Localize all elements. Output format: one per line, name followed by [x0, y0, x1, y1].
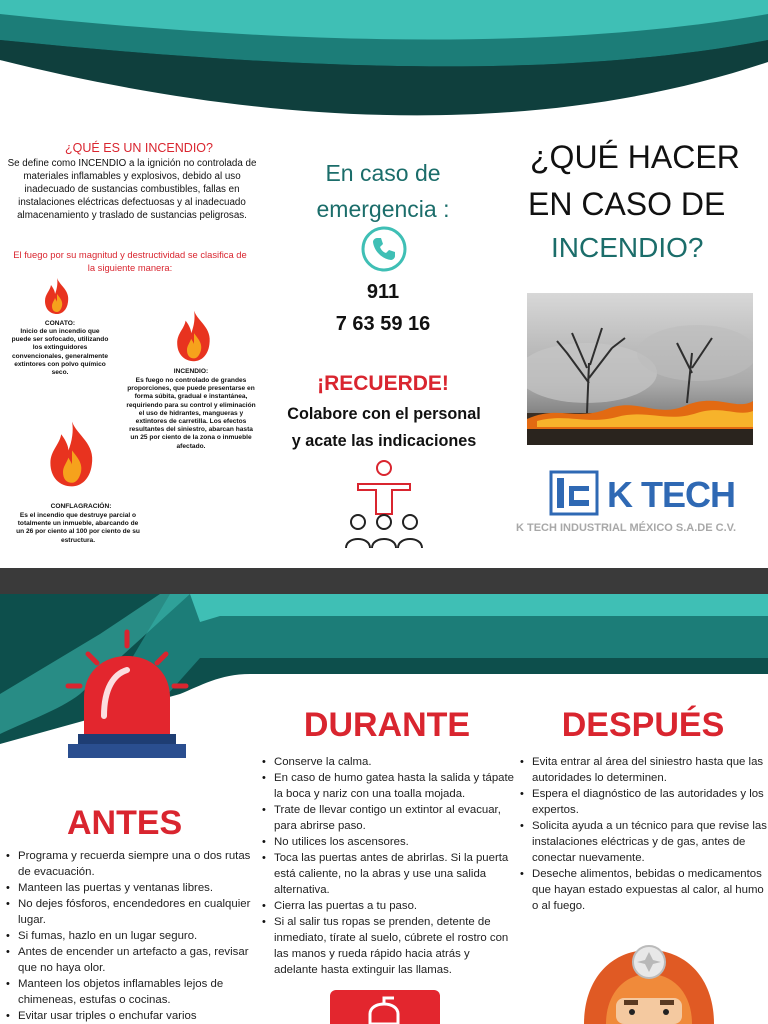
classification-intro: El fuego por su magnitud y destructividad se clasifica de la siguiente manera:	[13, 249, 247, 273]
phone-number-911: 911	[366, 281, 400, 303]
list-item: • Espera el diagnóstico de las autoridades y los expertos.	[518, 786, 768, 818]
list-item: • Evita entrar al área del siniestro hasta que las autoridades lo determinen.	[518, 754, 768, 786]
list-item: • Si fumas, hazlo en un lugar seguro.	[4, 928, 256, 944]
list-item: • No dejes fósforos, encendedores en cualquier lugar.	[4, 896, 256, 928]
remember-heading: ¡RECUERDE!	[317, 372, 449, 395]
list-item: • En caso de humo gatea hasta la salida y tápate la boca y nariz con una toalla mojada.	[260, 770, 514, 802]
list-item: • Deseche alimentos, bebidas o medicamentos que hayan estado expuestas al calor, al humo o al fuego.	[518, 866, 768, 914]
list-item: • No utilices los ascensores.	[260, 834, 514, 850]
firefighter-icon	[576, 940, 722, 1024]
alarm-siren-icon	[64, 626, 190, 766]
conato-text: Inicio de un incendio que puede ser sofocado, utilizando los extinguidores convencionales, generalmente extintores con polvo químico seco.	[11, 328, 109, 377]
before-list	[4, 848, 256, 1024]
conato-title: CONATO:	[44, 320, 76, 327]
emergency-heading-line2: emergencia :	[316, 196, 450, 222]
page-separator	[0, 568, 768, 594]
during-heading: DURANTE	[303, 706, 471, 744]
ktech-logo-text: K TECH	[607, 474, 735, 515]
company-logo	[549, 470, 739, 516]
conflagracion-text: Es el incendio que destruye parcial o totalmente un inmueble, abarcando de un 26 por ciento al 100 por ciento de su estructura.	[16, 512, 140, 544]
conflagracion-title: CONFLAGRACIÓN:	[50, 503, 112, 510]
list-item: • Antes de encender un artefacto a gas, revisar que no haya olor.	[4, 944, 256, 976]
list-item: • Programa y recuerda siempre una o dos rutas de evacuación.	[4, 848, 256, 880]
what-is-fire-title: ¿QUÉ ES UN INCENDIO?	[65, 141, 213, 155]
list-item: • Cierra las puertas a tu paso.	[260, 898, 514, 914]
group-instructor-icon	[342, 458, 426, 552]
burning-field-photo	[527, 293, 753, 445]
emergency-heading-line1: En caso de	[325, 160, 441, 186]
flame-icon	[172, 308, 216, 364]
flame-icon	[44, 418, 100, 490]
before-heading: ANTES	[67, 804, 183, 842]
list-item: • Evitar usar triples o enchufar varios	[4, 1008, 256, 1024]
fire-extinguisher-sign-icon	[330, 990, 440, 1024]
after-list	[518, 754, 768, 914]
company-name: K TECH INDUSTRIAL MÉXICO S.A.DE C.V.	[516, 522, 737, 534]
header-wave	[0, 0, 768, 135]
after-heading: DESPUÉS	[561, 706, 725, 744]
phone-icon	[360, 225, 408, 273]
brochure-inside	[0, 594, 768, 1024]
list-item: • Manteen los objetos inflamables lejos de chimeneas, estufas o cocinas.	[4, 976, 256, 1008]
incendio-text: Es fuego no controlado de grandes proporciones, que puede presentarse en forma súbita, gradual e instantánea, requiriendo para su control y eliminación el uso de hidrantes, mangueras y extintores de carretilla. Los efectos resultantes del siniestro, abarcan hasta un 25 por ciento de la zona o inmueble afectado.	[126, 377, 256, 450]
cover-title-line2: EN CASO DE	[528, 186, 726, 222]
fire-definition: Se define como INCENDIO a la ignición no controlada de materiales inflamables y explosivos, debido al uso inadecuado de sustancias combustibles, fallas en instalaciones eléctricas defectuosas y al inadecuado almacenamiento y traslado de sustancias peligrosas.	[7, 158, 257, 221]
list-item: • Solicita ayuda a un técnico para que revise las instalaciones eléctricas y de gas, antes de conectar nuevamente.	[518, 818, 768, 866]
collaborate-line1: Colabore con el personal	[287, 405, 481, 423]
flame-icon	[42, 276, 72, 316]
list-item: • Trate de llevar contigo un extintor al evacuar, para abrirse paso.	[260, 802, 514, 834]
cover-title-line1: ¿QUÉ HACER	[530, 139, 740, 175]
phone-number-local: 7 63 59 16	[335, 313, 431, 335]
list-item: • Si al salir tus ropas se prenden, detente de inmediato, tírate al suelo, cúbrete el rostro con las manos y rueda rápido hacia atrás y adelante hasta extinguir las llamas.	[260, 914, 514, 978]
collaborate-line2: y acate las indicaciones	[291, 432, 477, 450]
incendio-title: INCENDIO:	[173, 368, 209, 375]
list-item: • Conserve la calma.	[260, 754, 514, 770]
list-item: • Toca las puertas antes de abrirlas. Si la puerta está caliente, no la abras y use una salida alternativa.	[260, 850, 514, 898]
ktech-logo-icon	[549, 470, 599, 516]
during-list	[260, 754, 514, 978]
cover-title-line3: INCENDIO?	[551, 232, 704, 263]
list-item: • Manteen las puertas y ventanas libres.	[4, 880, 256, 896]
